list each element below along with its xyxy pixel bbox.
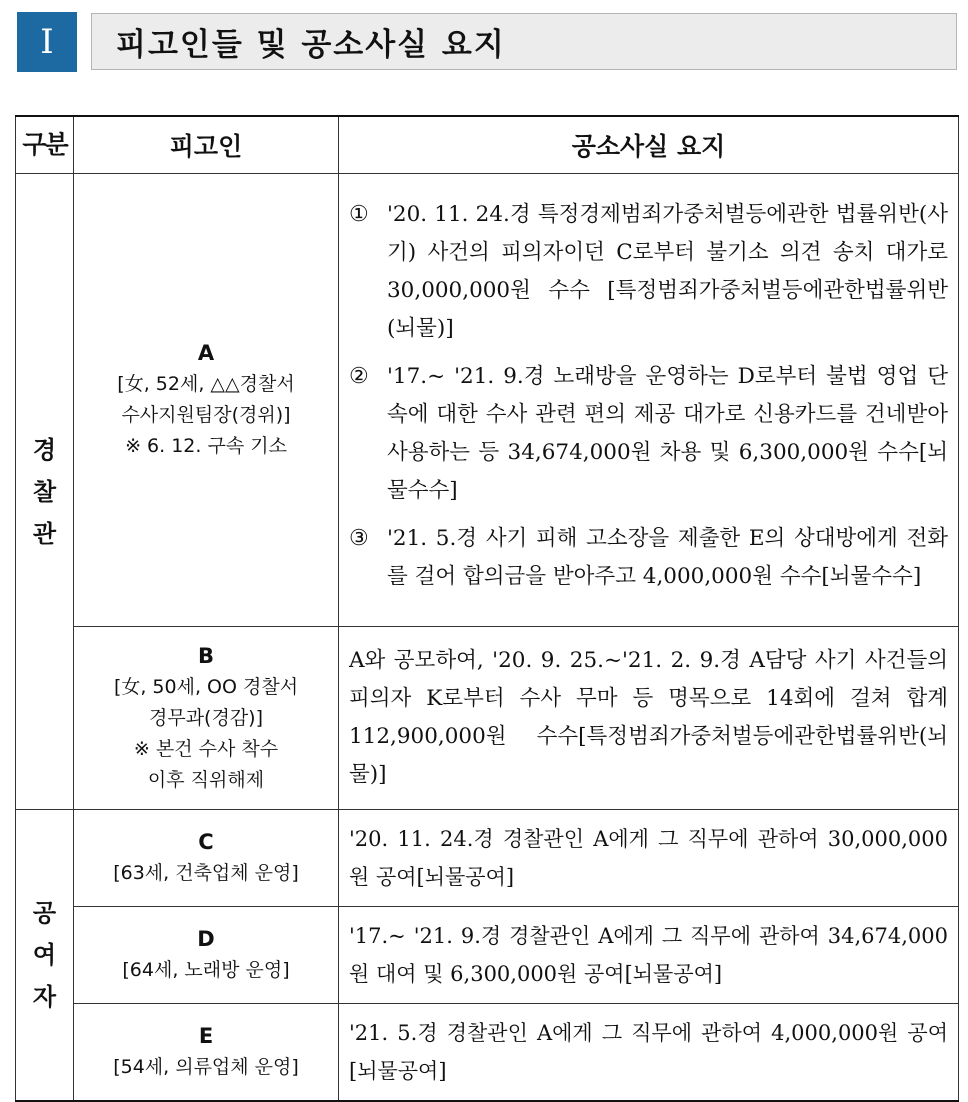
- item-text: '20. 11. 24.경 특정경제범죄가중처벌등에관한 법률위반(사기) 사건의 피의자이던 C로부터 불기소 의견 송치 대가로 30,000,000원 수수 [특정범죄가중처벌등에관한법률위반(뇌물)]: [387, 202, 948, 341]
- group-police: [16, 174, 74, 810]
- defendant-detail: 경무과(경감)]: [148, 706, 263, 729]
- header-gubun: 구분: [16, 116, 74, 174]
- defendant-detail: [女, 50세, OO 경찰서: [113, 675, 299, 698]
- charge-item: [349, 358, 948, 510]
- table-row: [16, 174, 959, 627]
- item-marker: ③: [349, 526, 369, 551]
- defendant-detail: [女, 52세, △△경찰서: [117, 373, 295, 395]
- item-marker: ①: [349, 202, 369, 227]
- section-title: 피고인들 및 공소사실 요지: [91, 13, 957, 70]
- charge-summary: [339, 174, 959, 627]
- group-police-char: 경: [32, 435, 57, 464]
- defendant-name: C: [198, 830, 214, 854]
- defendant-name: D: [197, 927, 215, 951]
- charge-summary: [339, 810, 959, 907]
- defendant-name: B: [197, 643, 214, 668]
- table-row: [16, 627, 959, 810]
- defendant-detail: 이후 직위해제: [147, 768, 265, 791]
- summary-table: [15, 115, 959, 1102]
- defendant-cell: [74, 1004, 339, 1102]
- defendant-cell: [74, 627, 339, 810]
- table-row: [16, 810, 959, 907]
- defendant-detail: [54세, 의류업체 운영]: [113, 1056, 299, 1078]
- section-header: [17, 12, 959, 72]
- charge-item: [349, 520, 948, 596]
- table-header-row: [16, 116, 959, 174]
- charge-summary: [339, 627, 959, 810]
- table-row: [16, 907, 959, 1004]
- item-text: '21. 5.경 사기 피해 고소장을 제출한 E의 상대방에게 전화를 걸어 합의금을 받아주고 4,000,000원 수수[뇌물수수]: [387, 526, 948, 589]
- charge-text: '21. 5.경 경찰관인 A에게 그 직무에 관하여 4,000,000원 공여 [뇌물공여]: [349, 1021, 948, 1083]
- defendant-detail: ※ 6. 12. 구속 기소: [125, 435, 287, 457]
- defendant-name: A: [197, 341, 215, 365]
- header-defendant: 피고인: [74, 116, 339, 174]
- defendant-detail: [63세, 건축업체 운영]: [113, 862, 299, 884]
- group-briber: [16, 810, 74, 1102]
- defendant-detail: 수사지원팀장(경위)]: [121, 404, 291, 426]
- group-police-char: 관: [32, 519, 57, 548]
- section-numeral: I: [17, 12, 77, 72]
- header-summary: 공소사실 요지: [339, 116, 959, 174]
- defendant-detail: ※ 본건 수사 착수: [133, 737, 279, 760]
- item-text: '17.~ '21. 9.경 노래방을 운영하는 D로부터 불법 영업 단속에 대한 수사 관련 편의 제공 대가로 신용카드를 건네받아 사용하는 등 34,674,000원 차용 및 6,300,000원 수수[뇌물수수]: [387, 364, 948, 503]
- defendant-cell: [74, 174, 339, 627]
- defendant-detail: [64세, 노래방 운영]: [122, 959, 290, 981]
- charge-text: A와 공모하여, '20. 9. 25.~'21. 2. 9.경 A담당 사기 사건들의 피의자 K로부터 수사 무마 등 명목으로 14회에 걸쳐 합계 112,900,000원 수수[특정범죄가중처벌등에관한법률위반(뇌물)]: [349, 648, 948, 787]
- defendant-cell: [74, 810, 339, 907]
- charge-text: '17.~ '21. 9.경 경찰관인 A에게 그 직무에 관하여 34,674,000원 대여 및 6,300,000원 공여[뇌물공여]: [349, 924, 948, 986]
- defendant-name: E: [198, 1024, 214, 1048]
- charge-summary: [339, 907, 959, 1004]
- group-briber-char: 여: [32, 941, 57, 969]
- defendant-cell: [74, 907, 339, 1004]
- group-police-char: 찰: [32, 477, 57, 506]
- charge-item: [349, 196, 948, 348]
- group-briber-char: 자: [32, 983, 57, 1011]
- charge-summary: [339, 1004, 959, 1102]
- item-marker: ②: [349, 364, 369, 389]
- group-briber-char: 공: [32, 899, 57, 927]
- table-row: [16, 1004, 959, 1102]
- charge-text: '20. 11. 24.경 경찰관인 A에게 그 직무에 관하여 30,000,000원 공여[뇌물공여]: [349, 827, 948, 889]
